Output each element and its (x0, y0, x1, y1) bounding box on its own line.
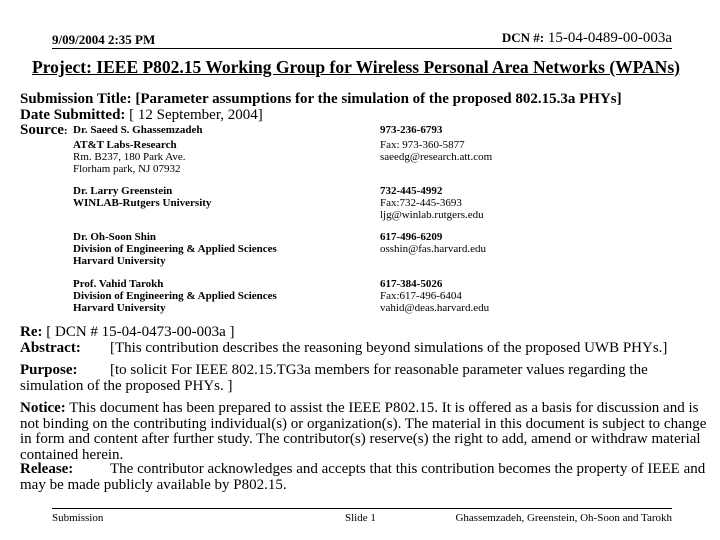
contact-2-fax: Fax:732-445-3693 (380, 197, 462, 209)
abstract-value: [This contribution describes the reasoning beyond simulations of the proposed UWB PHYs.] (110, 340, 668, 356)
contact-1-org: AT&T Labs-Research (73, 139, 177, 151)
date-submitted-value: [ 12 September, 2004] (129, 107, 263, 123)
submission-title-label: Submission Title: (20, 91, 132, 107)
notice-label: Notice: (20, 400, 66, 416)
project-title: Project: IEEE P802.15 Working Group for Wireless Personal Area Networks (WPANs) (32, 57, 680, 77)
release-paragraph (20, 462, 710, 493)
contact-1-address: Rm. B237, 180 Park Ave. (73, 151, 186, 163)
abstract-line (20, 340, 667, 357)
contact-4-phone: 617-384-5026 (380, 278, 443, 290)
contact-2-phone: 732-445-4992 (380, 185, 443, 197)
contact-2-email: ljg@winlab.rutgers.edu (380, 209, 484, 221)
source-label: Source (20, 122, 64, 138)
contact-3-name: Dr. Oh-Soon Shin (73, 231, 157, 243)
dcn-label: DCN #: (501, 30, 545, 45)
contact-4-email: vahid@deas.harvard.edu (380, 302, 490, 314)
contact-3-email: osshin@fas.harvard.edu (380, 243, 487, 255)
purpose-value: [to solicit For IEEE 802.15.TG3a members for reasonable parameter values regarding the simulation of the proposed PHYs. ] (20, 362, 648, 394)
submission-title (20, 91, 622, 108)
footer-slide-number: Slide 1 (345, 512, 376, 524)
contact-4-division: Division of Engineering & Applied Sciences (73, 290, 277, 302)
date-submitted-label: Date Submitted: (20, 107, 126, 123)
abstract-label: Abstract: (20, 340, 81, 356)
contact-1-email: saeedg@research.att.com (380, 151, 493, 163)
purpose-label: Purpose: (20, 362, 78, 378)
header-divider (52, 48, 672, 49)
contact-2-name: Dr. Larry Greenstein (73, 185, 173, 197)
contact-3-phone: 617-496-6209 (380, 231, 443, 243)
contact-1-fax: Fax: 973-360-5877 (380, 139, 465, 151)
notice-paragraph (20, 401, 710, 463)
re-line (20, 324, 235, 341)
contact-3-university: Harvard University (73, 255, 166, 267)
contact-4-university: Harvard University (73, 302, 166, 314)
purpose-paragraph (20, 363, 710, 394)
submission-title-value: [Parameter assumptions for the simulation of the proposed 802.15.3a PHYs] (135, 91, 622, 107)
contact-2-org: WINLAB-Rutgers University (73, 197, 212, 209)
footer-authors: Ghassemzadeh, Greenstein, Oh-Soon and Tarokh (455, 512, 672, 524)
contact-4-fax: Fax:617-496-6404 (380, 290, 462, 302)
contact-1-phone: 973-236-6793 (380, 124, 443, 136)
re-value: [ DCN # 15-04-0473-00-003a ] (46, 324, 235, 340)
footer-submission: Submission (52, 512, 104, 524)
contact-4-name: Prof. Vahid Tarokh (73, 278, 164, 290)
source-label-row: Source: (20, 122, 68, 138)
release-value: The contributor acknowledges and accepts that this contribution becomes the property of IEEE and may be made publicly available by P802.15. (20, 461, 706, 493)
contact-3-division: Division of Engineering & Applied Sciences (73, 243, 277, 255)
re-label: Re: (20, 324, 43, 340)
dcn-value: 15-04-0489-00-003a (547, 30, 672, 46)
contact-1-city: Florham park, NJ 07932 (73, 163, 181, 175)
release-label: Release: (20, 461, 74, 477)
header-date: 9/09/2004 2:35 PM (52, 32, 156, 47)
notice-value: This document has been prepared to assist the IEEE P802.15. It is offered as a basis for discussion and is not binding on the contributing individual(s) or organization(s). The material in this document is subject to change in form and content after further study. The contributor(s) reserve(s) the right to add, amend or withdraw material contained herein. (20, 400, 707, 463)
footer-divider (52, 508, 672, 509)
contact-1-name: Dr. Saeed S. Ghassemzadeh (73, 124, 203, 136)
header-dcn (502, 30, 672, 47)
